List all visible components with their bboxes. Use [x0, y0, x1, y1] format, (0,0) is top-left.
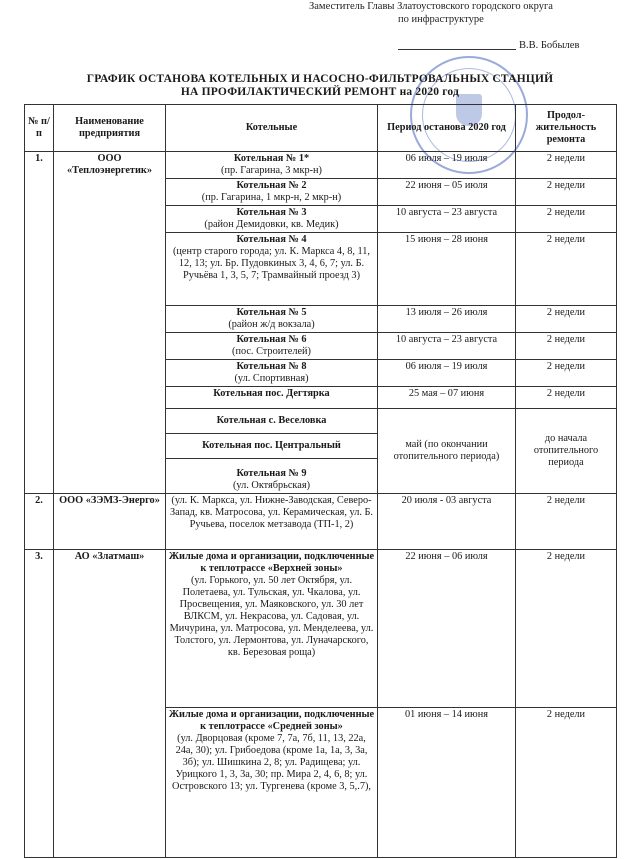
row-num: 3. — [25, 550, 54, 858]
boiler-address: (пр. Гагарина, 3 мкр-н) — [221, 165, 322, 176]
boiler-cell — [166, 360, 378, 387]
duration-cell: 2 недели — [516, 550, 617, 708]
boiler-cell — [166, 494, 378, 550]
duration-cell: 2 недели — [516, 306, 617, 333]
boiler-address: (ул. Спортивная) — [234, 373, 309, 384]
document-title — [60, 73, 580, 99]
org-name: ООО «Теплоэнергетик» — [54, 152, 166, 494]
period-cell: 01 июня – 14 июня — [378, 708, 516, 858]
period-cell: 20 июля - 03 августа — [378, 494, 516, 550]
period-cell: 25 мая – 07 июня — [378, 387, 516, 409]
period-cell: 10 августа – 23 августа — [378, 333, 516, 360]
boiler-address: (ул. К. Маркса, ул. Нижне-Заводская, Северо-Запад, кв. Матросова, ул. Керамическая, ул. Б. Ручьева, поселок метзавода (ТП-1, 2) — [170, 495, 373, 530]
zone-address: (ул. Дворцовая (кроме 7, 7а, 7б, 11, 13, 22а, 24а, 30); ул. Грибоедова (кроме 1а, 1а, 3, 3а, 3б); ул. Шишкина 2, 8; ул. Радищева; ул. Урицкого 1, 3, 3а, 30; пр. Мира 2, 4, 6, 8; ул. Островского 13; ул. Тургенева (кроме 3, 5,.7), — [172, 733, 371, 792]
boiler-cell — [166, 306, 378, 333]
boiler-cell — [166, 179, 378, 206]
period-cell: 06 июля – 19 июля — [378, 152, 516, 179]
boiler-address: (ул. Октябрьская) — [232, 480, 311, 491]
boiler-cell — [166, 550, 378, 708]
duration-cell: 2 недели — [516, 387, 617, 409]
boiler-name: Котельная с. Веселовка — [216, 415, 327, 426]
table-row — [25, 152, 617, 179]
boiler-address: (район Демидовки, кв. Медик) — [204, 219, 339, 230]
boiler-cell — [166, 434, 378, 459]
period-cell: 13 июля – 26 июля — [378, 306, 516, 333]
title-line-1: ГРАФИК ОСТАНОВА КОТЕЛЬНЫХ И НАСОСНО-ФИЛЬТРОВАЛЬНЫХ СТАНЦИЙ — [86, 73, 554, 85]
header-org: Наименование предприятия — [54, 105, 166, 152]
boiler-name: Котельная № 5 — [236, 307, 307, 318]
boiler-name: Котельная пос. Дегтярка — [213, 388, 330, 399]
row-num: 2. — [25, 494, 54, 550]
signature-line — [398, 49, 516, 50]
boiler-cell — [166, 152, 378, 179]
zone-address: (ул. Горького, ул. 50 лет Октября, ул. Полетаева, ул. Тульская, ул. Чкалова, ул. Просвещения, ул. Маяковского, ул. 30 лет ВЛКСМ, ул. Некрасова, ул. Садовая, ул. Мичурина, ул. Матросова, ул. Менделеева, ул. Толстого, ул. Лермонтова, ул. Луначарского, кв. Березовая роща) — [169, 575, 374, 658]
approver-department: по инфраструктуре — [398, 14, 484, 25]
boiler-cell — [166, 409, 378, 434]
table-row — [25, 494, 617, 550]
period-merged-cell: май (по окончании отопительного периода) — [378, 409, 516, 494]
boiler-address: (пос. Строителей) — [232, 346, 311, 357]
duration-cell: 2 недели — [516, 233, 617, 306]
duration-merged-cell: до начала отопительного периода — [516, 409, 617, 494]
boiler-cell — [166, 233, 378, 306]
header-num: № п/п — [25, 105, 54, 152]
duration-cell: 2 недели — [516, 206, 617, 233]
boiler-address: (район ж/д вокзала) — [228, 319, 315, 330]
period-cell: 15 июня – 28 июня — [378, 233, 516, 306]
zone-name: Жилые дома и организации, подключенные к теплотрассе «Средней зоны» — [168, 709, 375, 732]
duration-cell: 2 недели — [516, 708, 617, 858]
boiler-cell — [166, 459, 378, 494]
shutdown-schedule-table — [24, 104, 617, 858]
header-duration: Продол-жительность ремонта — [516, 105, 617, 152]
table-header-row — [25, 105, 617, 152]
duration-cell: 2 недели — [516, 333, 617, 360]
boiler-name: Котельная № 1* — [233, 153, 310, 164]
boiler-name: Котельная № 3 — [236, 207, 307, 218]
duration-cell: 2 недели — [516, 152, 617, 179]
signer-name: В.В. Бобылев — [519, 40, 580, 51]
boiler-cell — [166, 708, 378, 858]
row-num: 1. — [25, 152, 54, 494]
period-cell: 22 июня – 05 июля — [378, 179, 516, 206]
boiler-cell — [166, 206, 378, 233]
boiler-address: (пр. Гагарина, 1 мкр-н, 2 мкр-н) — [201, 192, 342, 203]
boiler-name: Котельная № 8 — [236, 361, 307, 372]
period-cell: 22 июня – 06 июля — [378, 550, 516, 708]
approver-position: Заместитель Главы Златоустовского городского округа — [309, 1, 553, 12]
boiler-name: Котельная пос. Центральный — [202, 440, 341, 451]
duration-cell: 2 недели — [516, 494, 617, 550]
boiler-cell — [166, 333, 378, 360]
boiler-address: (центр старого города; ул. К. Маркса 4, 8, 11, 12, 13; ул. Бр. Пудовкиных 3, 4, 6, 7; ул. Б. Ручьёва 1, 3, 5, 7; Трамвайный проезд 3) — [172, 246, 371, 281]
boiler-name: Котельная № 4 — [236, 234, 307, 245]
table-row — [25, 550, 617, 708]
boiler-name: Котельная № 9 — [236, 468, 307, 479]
boiler-cell — [166, 387, 378, 409]
period-cell: 06 июля – 19 июля — [378, 360, 516, 387]
header-period: Период останова 2020 год — [378, 105, 516, 152]
org-name: ООО «ЗЭМЗ-Энерго» — [54, 494, 166, 550]
period-cell: 10 августа – 23 августа — [378, 206, 516, 233]
duration-cell: 2 недели — [516, 179, 617, 206]
header-boiler: Котельные — [166, 105, 378, 152]
duration-cell: 2 недели — [516, 360, 617, 387]
boiler-name: Котельная № 6 — [236, 334, 307, 345]
zone-name: Жилые дома и организации, подключенные к теплотрассе «Верхней зоны» — [168, 551, 375, 574]
org-name: АО «Златмаш» — [54, 550, 166, 858]
title-line-2: НА ПРОФИЛАКТИЧЕСКИЙ РЕМОНТ на 2020 год — [180, 86, 460, 98]
boiler-name: Котельная № 2 — [236, 180, 307, 191]
